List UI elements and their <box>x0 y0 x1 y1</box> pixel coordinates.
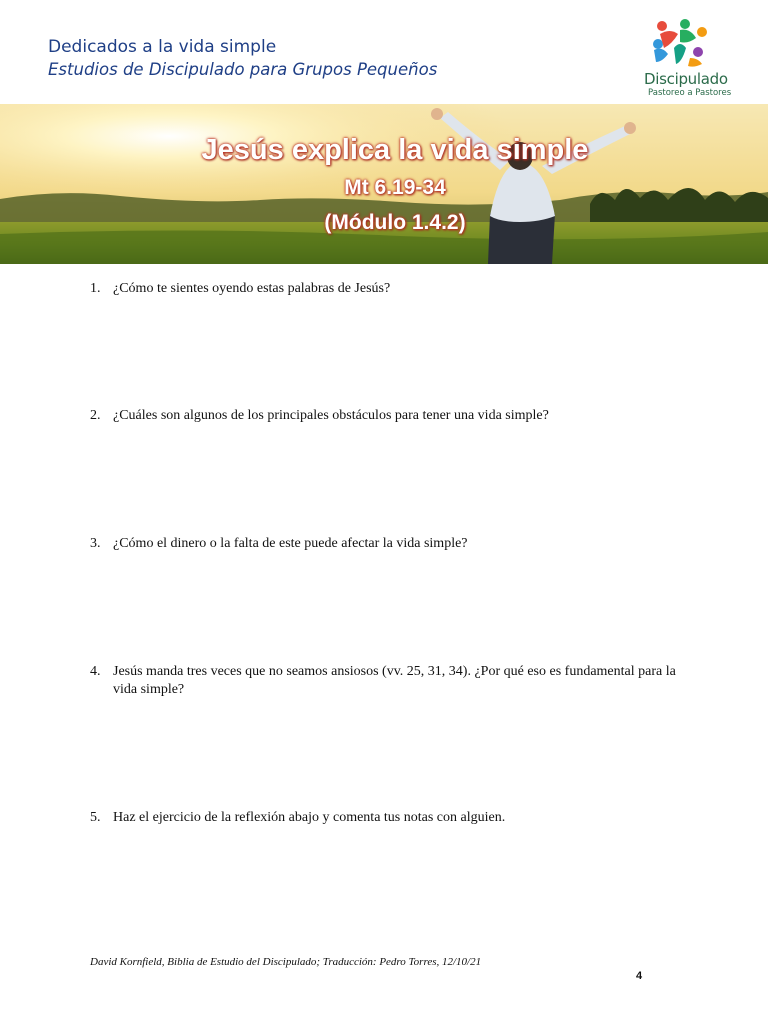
question-item <box>90 809 690 827</box>
header-title: Dedicados a la vida simple <box>48 37 277 57</box>
question-item <box>90 407 690 425</box>
banner-module: (Módulo 1.4.2) <box>324 211 466 234</box>
question-number: 2. <box>90 408 101 423</box>
question-text: Haz el ejercicio de la reflexión abajo y comenta tus notas con alguien. <box>113 810 506 825</box>
banner <box>0 104 768 264</box>
question-text: ¿Cuáles son algunos de los principales obstáculos para tener una vida simple? <box>113 408 549 423</box>
question-number: 5. <box>90 810 101 825</box>
question-number: 1. <box>90 281 101 296</box>
banner-reference: Mt 6.19-34 <box>344 176 446 199</box>
question-text: ¿Cómo el dinero o la falta de este puede afectar la vida simple? <box>113 536 468 551</box>
question-number: 3. <box>90 536 101 551</box>
page-number: 4 <box>636 970 643 982</box>
logo-tagline: Pastoreo a Pastores <box>648 88 732 98</box>
logo-wordmark: Discipulado <box>644 70 728 88</box>
question-item <box>90 280 690 298</box>
header-subtitle: Estudios de Discipulado para Grupos Pequeños <box>48 60 438 79</box>
question-item <box>90 663 690 699</box>
banner-title: Jesús explica la vida simple <box>201 134 589 166</box>
question-text: Jesús manda tres veces que no seamos ansiosos (vv. 25, 31, 34). ¿Por qué eso es fundamental para la vida simple? <box>113 664 676 697</box>
question-text: ¿Cómo te sientes oyendo estas palabras de Jesús? <box>113 281 391 296</box>
question-number: 4. <box>90 664 101 679</box>
footer-citation: David Kornfield, Biblia de Estudio del Discipulado; Traducción: Pedro Torres, 12/10/21 <box>90 956 482 968</box>
question-item <box>90 535 690 553</box>
